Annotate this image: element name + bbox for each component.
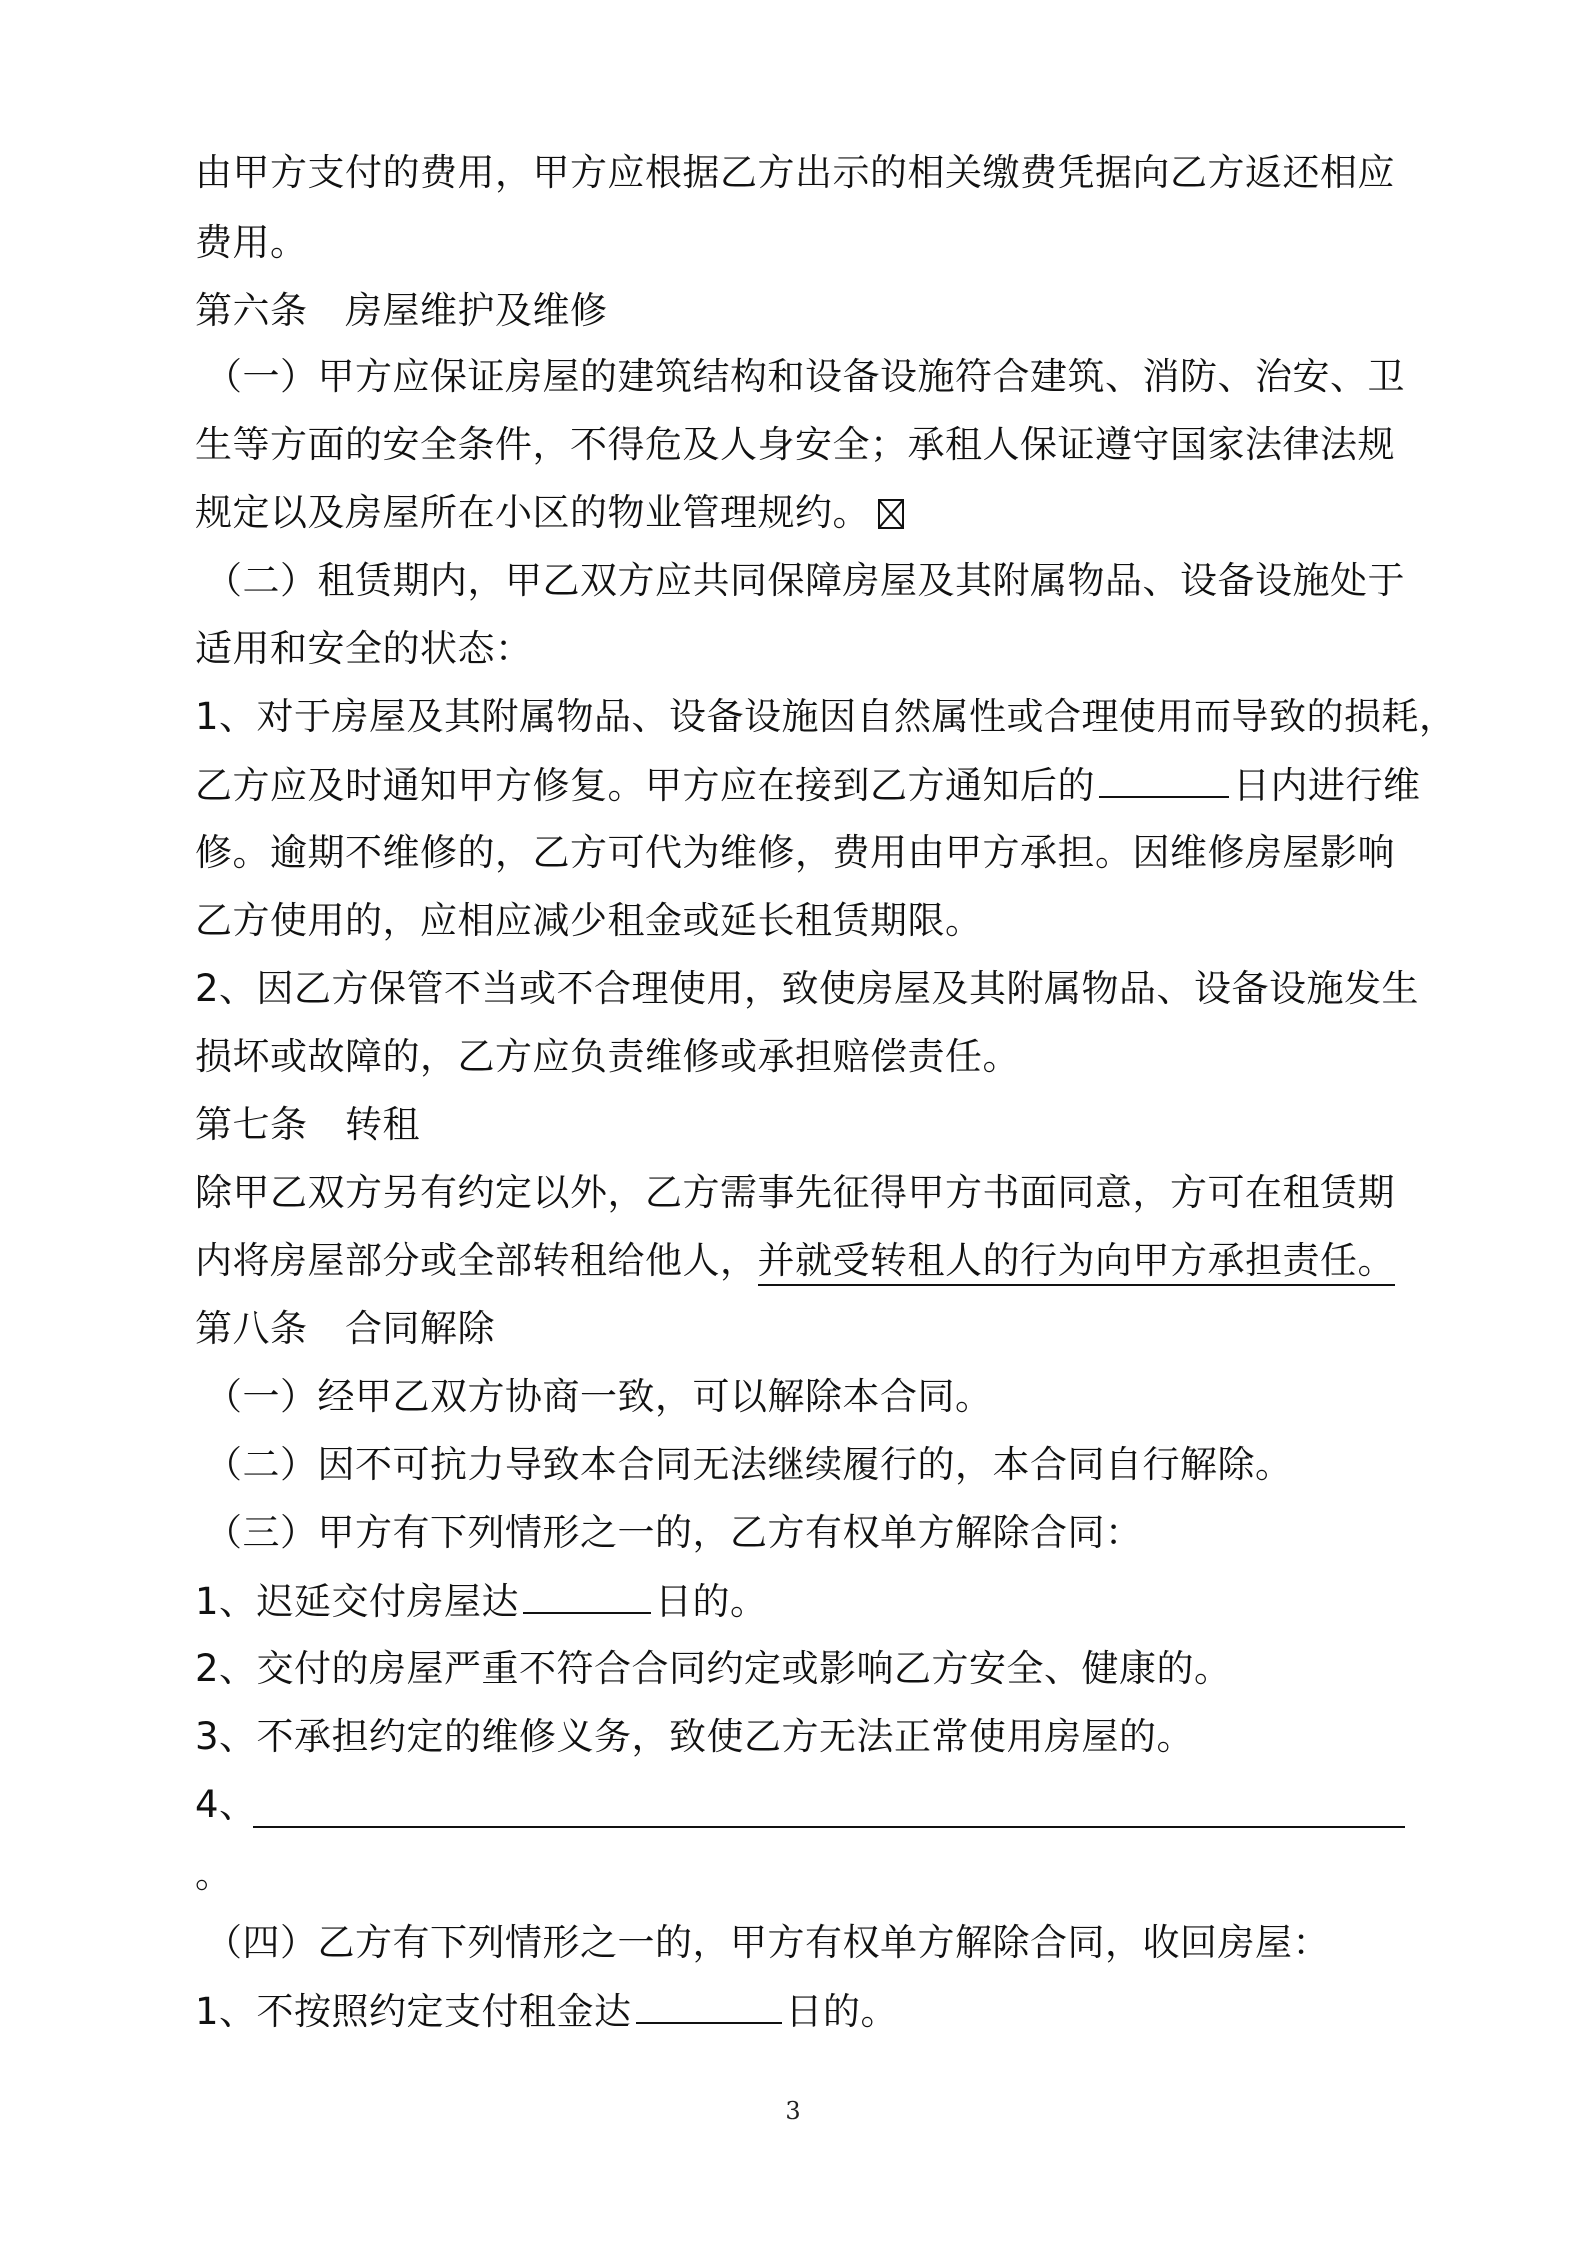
page-number: 3 (785, 2097, 801, 2125)
paragraph-line: 2、交付的房屋严重不符合合同约定或影响乙方安全、健康的。 (195, 1647, 1232, 1690)
paragraph-line: （二）租赁期内，甲乙双方应共同保障房屋及其附属物品、设备设施处于 (205, 559, 1405, 602)
paragraph-line: （三）甲方有下列情形之一的，乙方有权单方解除合同： (205, 1511, 1143, 1554)
checked-box-icon[interactable] (878, 499, 904, 529)
paragraph-line: 由甲方支付的费用，甲方应根据乙方出示的相关缴费凭据向乙方返还相应 (195, 151, 1395, 194)
paragraph-line: 乙方应及时通知甲方修复。甲方应在接到乙方通知后的 日内进行维 (195, 760, 1405, 811)
paragraph-line: 2、因乙方保管不当或不合理使用，致使房屋及其附属物品、设备设施发生 (195, 967, 1420, 1010)
paragraph-line: 4、 (195, 1783, 257, 1826)
underlined-text: 并就受转租人的行为向甲方承担责任。 (758, 1239, 1396, 1286)
paragraph-line: 。 (195, 1853, 233, 1896)
rent-overdue-days-blank[interactable] (636, 1986, 782, 2024)
paragraph-line: 3、不承担约定的维修义务，致使乙方无法正常使用房屋的。 (195, 1715, 1195, 1758)
paragraph-line: 修。逾期不维修的，乙方可代为维修，费用由甲方承担。因维修房屋影响 (195, 831, 1395, 874)
paragraph-line: 1、不按照约定支付租金达 日的。 (195, 1986, 1405, 2037)
paragraph-line: （一）经甲乙双方协商一致，可以解除本合同。 (205, 1375, 993, 1418)
paragraph-line: 除甲乙双方另有约定以外，乙方需事先征得甲方书面同意，方可在租赁期 (195, 1171, 1395, 1214)
paragraph-line: 乙方使用的，应相应减少租金或延长租赁期限。 (195, 899, 983, 942)
paragraph-line: 规定以及房屋所在小区的物业管理规约。 (195, 488, 1405, 538)
paragraph-line: 内将房屋部分或全部转租给他人，并就受转租人的行为向甲方承担责任。 (195, 1236, 1405, 1286)
paragraph-line: 费用。 (195, 221, 308, 264)
paragraph-line: 生等方面的安全条件，不得危及人身安全；承租人保证遵守国家法律法规 (195, 423, 1395, 466)
repair-days-blank[interactable] (1099, 760, 1229, 798)
paragraph-line: （四）乙方有下列情形之一的，甲方有权单方解除合同，收回房屋： (205, 1921, 1330, 1964)
delivery-delay-days-blank[interactable] (523, 1576, 651, 1614)
paragraph-line: 1、迟延交付房屋达 日的。 (195, 1576, 1405, 1627)
item-4-blank[interactable] (253, 1826, 1405, 1828)
paragraph-line: 适用和安全的状态： (195, 627, 533, 670)
article-6-heading: 第六条 房屋维护及维修 (195, 289, 608, 332)
article-7-heading: 第七条 转租 (195, 1103, 420, 1146)
paragraph-line: （二）因不可抗力导致本合同无法继续履行的，本合同自行解除。 (205, 1443, 1293, 1486)
paragraph-line: （一）甲方应保证房屋的建筑结构和设备设施符合建筑、消防、治安、卫 (205, 355, 1405, 398)
paragraph-line: 1、对于房屋及其附属物品、设备设施因自然属性或合理使用而导致的损耗， (195, 695, 1457, 738)
article-8-heading: 第八条 合同解除 (195, 1307, 495, 1350)
paragraph-line: 损坏或故障的，乙方应负责维修或承担赔偿责任。 (195, 1035, 1020, 1078)
